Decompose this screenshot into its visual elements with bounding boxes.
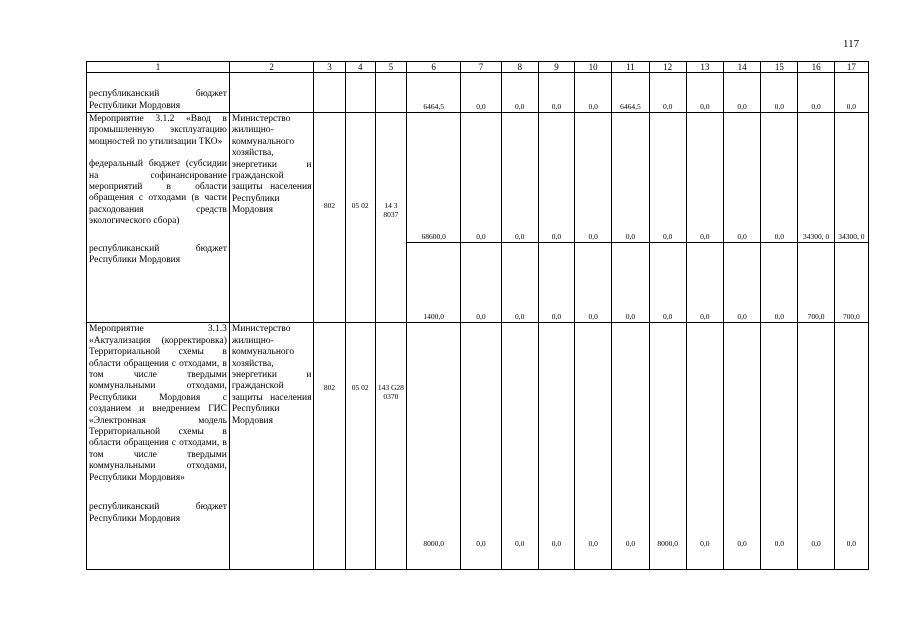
table-row bbox=[87, 323, 869, 570]
value-cell: 0,0 bbox=[501, 113, 538, 243]
header-cell: 4 bbox=[345, 62, 375, 73]
funding-source: федеральный бюджет (субсидии на софинансирование мероприятий в области обращения с отходами (в части расходования средств экологического сбора) bbox=[89, 159, 227, 227]
value-cell: 0,0 bbox=[761, 113, 798, 243]
header-cell: 9 bbox=[538, 62, 574, 73]
value-cell: 0,0 bbox=[501, 323, 538, 570]
value-cell: 0,0 bbox=[538, 243, 574, 323]
value-cell: 34300, 0 bbox=[798, 113, 834, 243]
value-cell: 0,0 bbox=[798, 323, 834, 570]
value-cell: 0,0 bbox=[575, 73, 612, 113]
value-cell: 0,0 bbox=[649, 243, 686, 323]
value-cell: 0,0 bbox=[575, 243, 612, 323]
value-cell: 0,0 bbox=[538, 113, 574, 243]
code-value: 802 bbox=[323, 383, 336, 393]
value-cell: 0,0 bbox=[575, 323, 612, 570]
code-value: 802 bbox=[323, 201, 336, 210]
value-cell: 0,0 bbox=[649, 113, 686, 243]
value-cell: 0,0 bbox=[686, 243, 723, 323]
funding-source: республиканский бюджет bbox=[89, 502, 227, 513]
value-cell: 8000,0 bbox=[649, 323, 686, 570]
value-cell: 0,0 bbox=[723, 113, 760, 243]
value-cell: 1400,0 bbox=[407, 243, 461, 323]
value-cell: 6464,5 bbox=[407, 73, 461, 113]
value-cell: 0,0 bbox=[761, 243, 798, 323]
header-cell: 14 bbox=[723, 62, 760, 73]
value-cell: 0,0 bbox=[461, 113, 501, 243]
desc-line: республиканский бюджет bbox=[89, 89, 227, 100]
row-description bbox=[87, 73, 230, 113]
value-cell: 0,0 bbox=[501, 243, 538, 323]
header-row bbox=[87, 62, 869, 73]
header-cell: 12 bbox=[649, 62, 686, 73]
value-cell: 68600,0 bbox=[407, 113, 461, 243]
page-number: 117 bbox=[843, 38, 860, 50]
budget-table bbox=[86, 61, 869, 570]
value-cell: 0,0 bbox=[612, 323, 649, 570]
desc-line: Республики Мордовия bbox=[89, 100, 181, 111]
code-value: 14 3 8037 bbox=[383, 201, 399, 219]
code-value: 05 02 bbox=[351, 383, 369, 393]
table-row bbox=[87, 73, 869, 113]
value-cell: 0,0 bbox=[501, 73, 538, 113]
header-cell: 15 bbox=[761, 62, 798, 73]
row-description bbox=[87, 113, 230, 323]
header-cell: 3 bbox=[314, 62, 345, 73]
org-cell: Министерство жилищно-коммунального хозяйства, энергетики и гражданской защиты населения Республики Мордовия bbox=[229, 113, 314, 323]
header-cell: 8 bbox=[501, 62, 538, 73]
value-cell: 0,0 bbox=[538, 323, 574, 570]
code-cell bbox=[314, 73, 345, 113]
code-cell bbox=[375, 73, 406, 113]
header-cell: 11 bbox=[612, 62, 649, 73]
value-cell: 0,0 bbox=[575, 113, 612, 243]
value-cell: 6464,5 bbox=[612, 73, 649, 113]
activity-title: Мероприятие 3.1.2 «Ввод в промышленную эксплуатацию мощностей по утилизации ТКО» bbox=[89, 114, 227, 147]
code-value: 143 G28 0370 bbox=[377, 383, 404, 402]
header-cell: 5 bbox=[375, 62, 406, 73]
funding-source: Республики Мордовия bbox=[89, 513, 181, 524]
value-cell: 0,0 bbox=[723, 243, 760, 323]
row-description bbox=[87, 323, 230, 570]
header-cell: 13 bbox=[686, 62, 723, 73]
code-cell bbox=[314, 323, 345, 570]
value-cell: 0,0 bbox=[761, 323, 798, 570]
value-cell: 34300, 0 bbox=[834, 113, 868, 243]
value-cell: 0,0 bbox=[649, 73, 686, 113]
value-cell: 700,0 bbox=[834, 243, 868, 323]
value-cell: 0,0 bbox=[686, 323, 723, 570]
header-cell: 17 bbox=[834, 62, 868, 73]
org-cell: Министерство жилищно-коммунального хозяйства, энергетики и гражданской защиты населения Республики Мордовия bbox=[229, 323, 314, 570]
value-cell: 0,0 bbox=[798, 73, 834, 113]
code-cell bbox=[314, 113, 345, 323]
value-cell: 0,0 bbox=[834, 323, 868, 570]
value-cell: 0,0 bbox=[461, 73, 501, 113]
value-cell: 0,0 bbox=[461, 323, 501, 570]
value-cell: 0,0 bbox=[612, 243, 649, 323]
code-cell bbox=[345, 323, 375, 570]
table-row bbox=[87, 113, 869, 243]
value-cell: 0,0 bbox=[834, 73, 868, 113]
funding-source: Республики Мордовия bbox=[89, 255, 181, 266]
value-cell: 0,0 bbox=[723, 323, 760, 570]
activity-title: Мероприятие 3.1.3 «Актуализация (корректировка) Территориальной схемы в области обращения с отходами, в том числе твердыми коммунальными отходами, Республики Мордовия с созданием и внедрением ГИС «Электронная модель Территориальной схемы в области обращения с отходами, в том числе твердыми коммунальными отходами, Республики Мордовия» bbox=[89, 324, 227, 483]
value-cell: 0,0 bbox=[761, 73, 798, 113]
value-cell: 700,0 bbox=[798, 243, 834, 323]
value-cell: 0,0 bbox=[461, 243, 501, 323]
header-cell: 7 bbox=[461, 62, 501, 73]
code-cell bbox=[345, 73, 375, 113]
value-cell: 0,0 bbox=[686, 113, 723, 243]
code-cell bbox=[375, 113, 406, 323]
value-cell: 0,0 bbox=[538, 73, 574, 113]
value-cell: 8000,0 bbox=[407, 323, 461, 570]
header-cell: 6 bbox=[407, 62, 461, 73]
value-cell: 0,0 bbox=[686, 73, 723, 113]
code-value: 05 02 bbox=[351, 201, 369, 210]
funding-source: республиканский бюджет bbox=[89, 243, 227, 254]
header-cell: 2 bbox=[229, 62, 314, 73]
header-cell: 16 bbox=[798, 62, 834, 73]
header-cell: 1 bbox=[87, 62, 230, 73]
header-cell: 10 bbox=[575, 62, 612, 73]
code-cell bbox=[345, 113, 375, 323]
value-cell: 0,0 bbox=[612, 113, 649, 243]
code-cell bbox=[375, 323, 406, 570]
value-cell: 0,0 bbox=[723, 73, 760, 113]
org-cell bbox=[229, 73, 314, 113]
